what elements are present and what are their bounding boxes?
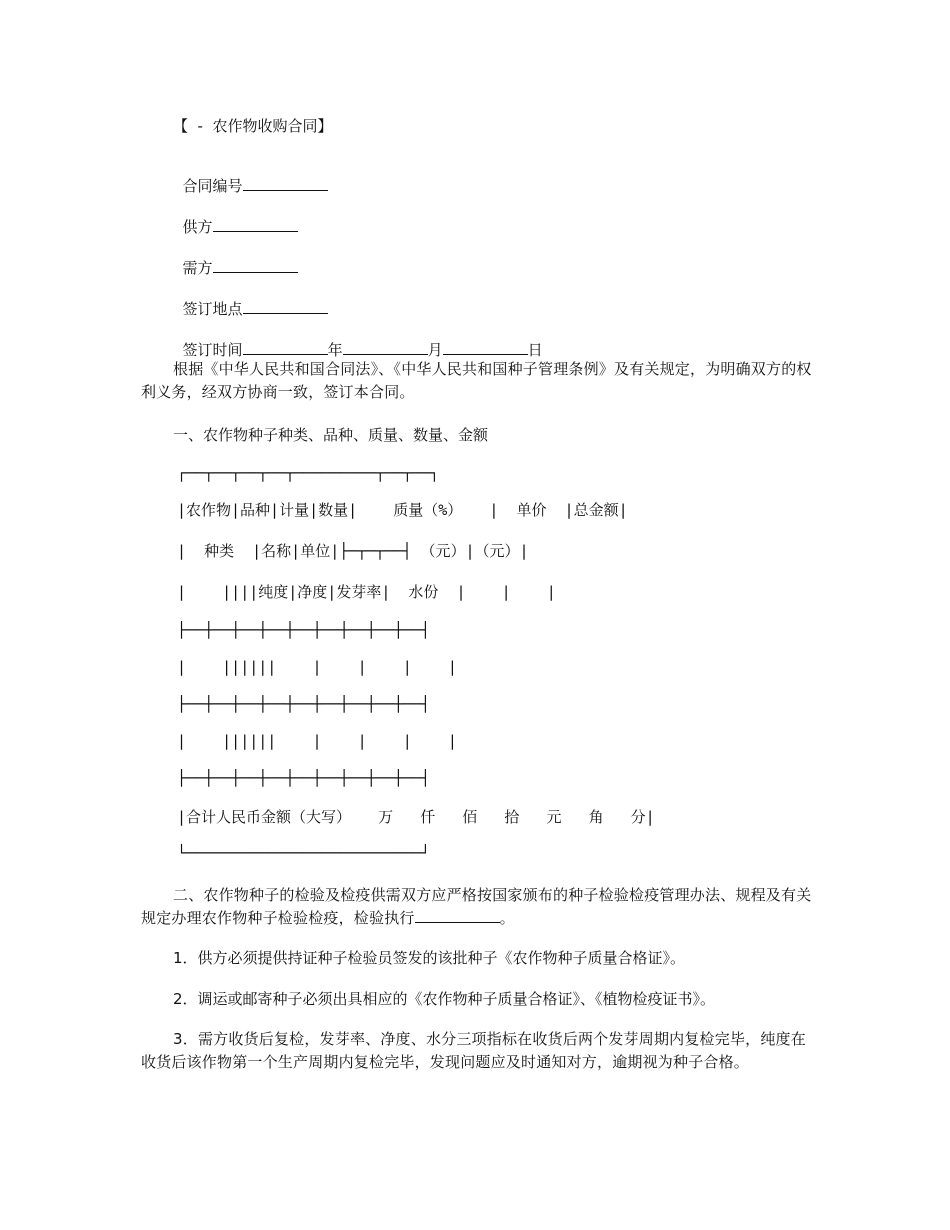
- day-label: 日: [527, 341, 543, 359]
- table-line-6: | |||||| | | | |: [177, 658, 457, 676]
- supplier-line: [173, 197, 298, 237]
- buyer-line: [173, 238, 298, 278]
- table-line-7: ├──┼──┼──┼──┼──┼──┼──┼──┼──┤: [177, 695, 430, 713]
- section1-heading: 一、农作物种子种类、品种、质量、数量、金额: [173, 426, 489, 444]
- section2-paragraph: [141, 884, 816, 930]
- buyer-label: 需方: [182, 259, 213, 277]
- table-line-2: |农作物|品种|计量|数量| 质量（%） | 单价 |总金额|: [177, 501, 628, 519]
- day-blank[interactable]: [443, 340, 528, 355]
- item-3: 3．需方收货后复检，发芽率、净度、水分三项指标在收货后两个发芽周期内复检完毕，纯度在收货后该作物第一个生产周期内复检完毕，发现问题应及时通知对方，逾期视为种子合格。: [141, 1030, 806, 1071]
- year-blank[interactable]: [243, 340, 328, 355]
- page-title: 【 - 农作物收购合同】: [173, 117, 333, 135]
- table-line-5: ├──┼──┼──┼──┼──┼──┼──┼──┼──┤: [177, 621, 430, 639]
- table-line-3: | 种类 |名称|单位|├─┬─┬──┤ （元）|（元）|: [177, 542, 529, 560]
- signing-place-label: 签订地点: [182, 300, 243, 318]
- table-line-10: |合计人民币金额（大写） 万 仟 佰 拾 元 角 分|: [177, 808, 655, 826]
- contract-number-line: [173, 156, 328, 196]
- signing-time-label: 签订时间: [182, 341, 243, 359]
- supplier-blank[interactable]: [213, 217, 298, 232]
- table-line-1: ┌──┬──┬──┬──┬─────────┬──┬──┐: [177, 464, 439, 482]
- intro-paragraph: 根据《中华人民共和国合同法》、《中华人民共和国种子管理条例》及有关规定，为明确双方的权利义务，经双方协商一致，签订本合同。: [141, 360, 812, 401]
- month-label: 月: [427, 341, 443, 359]
- item-2: 2．调运或邮寄种子必须出具相应的《农作物种子质量合格证》、《植物检疫证书》。: [173, 990, 716, 1008]
- supplier-label: 供方: [182, 218, 213, 236]
- table-line-11: └──────────────────────────┘: [177, 844, 430, 862]
- table-line-8: | |||||| | | | |: [177, 732, 457, 750]
- contract-number-label: 合同编号: [182, 177, 243, 195]
- signing-time-line: [173, 320, 543, 360]
- item-1: 1．供方必须提供持证种子检验员签发的该批种子《农作物种子质量合格证》。: [173, 949, 686, 967]
- month-blank[interactable]: [343, 340, 428, 355]
- contract-number-blank[interactable]: [243, 176, 328, 191]
- section2-text: 二、农作物种子的检验及检疫供需双方应严格按国家颁布的种子检验检疫管理办法、规程及有关规定办理农作物种子检验检疫，检验执行: [141, 886, 812, 927]
- signing-place-blank[interactable]: [243, 299, 328, 314]
- table-line-9: ├──┼──┼──┼──┼──┼──┼──┼──┼──┤: [177, 769, 430, 787]
- year-label: 年: [327, 341, 343, 359]
- buyer-blank[interactable]: [213, 258, 298, 273]
- section2-end: 。: [499, 909, 515, 927]
- inspection-standard-blank[interactable]: [415, 908, 500, 923]
- signing-place-line: [173, 279, 328, 319]
- table-line-4: | ||||纯度|净度|发芽率| 水份 | | |: [177, 583, 556, 601]
